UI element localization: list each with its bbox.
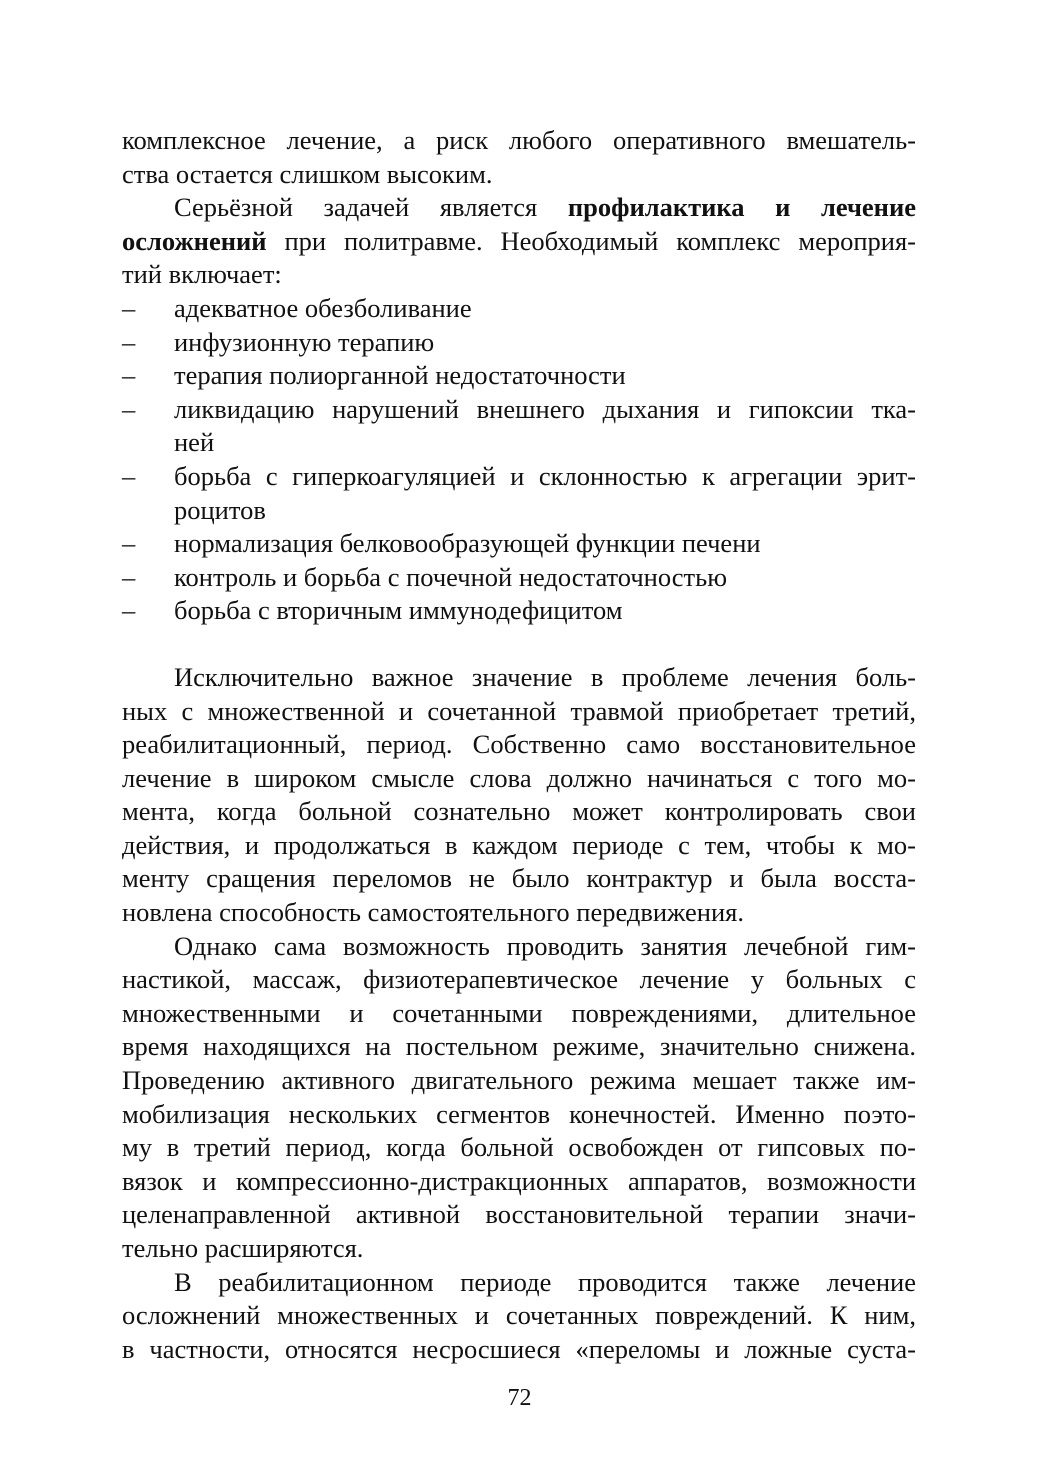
list-item (122, 561, 916, 595)
text-line: лечение в широком смысле слова должно начинаться с того мо- (122, 762, 916, 793)
text-line: целенаправленной активной восстановительной терапии значи- (122, 1199, 916, 1230)
list-item-text: адекватное обезболивание (174, 292, 472, 323)
list-item (122, 393, 916, 427)
text-line: тельно расширяются. (122, 1233, 364, 1263)
dash-marker: – (122, 595, 136, 626)
list-item-text: борьба с вторичным иммунодефицитом (174, 595, 623, 626)
dash-marker: – (122, 460, 136, 491)
text-line: В реабилитационном периоде проводится также лечение (174, 1266, 916, 1297)
text-run: Серьёзной задачей является (174, 192, 568, 223)
dash-marker: – (122, 528, 136, 559)
bold-term: осложнений (122, 225, 267, 256)
dash-marker: – (122, 326, 136, 357)
list-item (122, 594, 916, 628)
list-item-text: терапия полиорганной недостаточности (174, 360, 626, 391)
text-line: ства остается слишком высоким. (122, 158, 493, 189)
paragraph-gap (122, 628, 916, 661)
list-item-text: ликвидацию нарушений внешнего дыхания и гипоксии тка- (174, 393, 916, 424)
text-line: время находящихся на постельном режиме, значительно снижена. (122, 1031, 916, 1062)
text-line: новлена способность самостоятельного передвижения. (122, 897, 744, 928)
dash-marker: – (122, 393, 136, 424)
text-line: Проведению активного двигательного режима мешает также им- (122, 1065, 916, 1096)
text-line: вязок и компрессионно-дистракционных аппаратов, возможности (122, 1165, 916, 1196)
text-line (122, 225, 916, 259)
text-line: множественными и сочетанными повреждениями, длительное (122, 997, 916, 1028)
paragraph-gymnastics (122, 930, 916, 1266)
list-item (122, 527, 916, 561)
text-line: мента, когда больной сознательно может контролировать свои (122, 796, 916, 827)
list-item-text: борьба с гиперкоагуляцией и склонностью к агрегации эрит- (174, 460, 916, 491)
dash-marker: – (122, 292, 136, 323)
page-number: 72 (507, 1385, 532, 1411)
list-item-continuation: роцитов (174, 494, 266, 525)
list-item-text: контроль и борьба с почечной недостаточностью (174, 561, 727, 592)
dash-marker: – (122, 360, 136, 391)
list-item (122, 460, 916, 494)
text-line: мобилизация нескольких сегментов конечностей. Именно поэто- (122, 1098, 916, 1129)
list-item (122, 359, 916, 393)
dash-marker: – (122, 561, 136, 592)
text-line: реабилитационный, период. Собственно само восстановительное (122, 729, 916, 760)
text-line: комплексное лечение, а риск любого оперативного вмешатель- (122, 125, 916, 155)
text-line (122, 191, 916, 225)
text-run: при политравме. Необходимый комплекс мероприя- (266, 225, 916, 256)
text-line: настикой, массаж, физиотерапевтическое лечение у больных с (122, 964, 916, 995)
list-item (122, 326, 916, 360)
text-line: му в третий период, когда больной освобожден от гипсовых по- (122, 1132, 916, 1163)
text-line: осложнений множественных и сочетанных повреждений. К ним, (122, 1300, 916, 1331)
text-line: ных с множественной и сочетанной травмой приобретает третий, (122, 695, 916, 726)
measures-list (122, 292, 916, 628)
text-line: в частности, относятся несросшиеся «переломы и ложные суста- (122, 1333, 916, 1364)
text-line: Однако сама возможность проводить занятия лечебной гим- (174, 930, 916, 961)
text-line: действия, и продолжаться в каждом периоде с тем, чтобы к мо- (122, 829, 916, 860)
paragraph-continuation (122, 124, 916, 191)
list-item (122, 292, 916, 326)
paragraph-rehabilitation (122, 661, 916, 930)
text-line: тий включает: (122, 259, 282, 290)
list-item-continuation: ней (174, 427, 215, 458)
text-line: менту сращения переломов не было контрактур и была восста- (122, 863, 916, 894)
list-item-text: нормализация белковообразующей функции печени (174, 528, 761, 559)
paragraph-complications (122, 191, 916, 292)
paragraph-complications-treatment (122, 1266, 916, 1367)
bold-term: профилактика и лечение (567, 192, 916, 223)
text-line: Исключительно важное значение в проблеме лечения боль- (174, 661, 916, 692)
list-item-text: инфузионную терапию (174, 326, 435, 357)
page-body (122, 124, 916, 1366)
